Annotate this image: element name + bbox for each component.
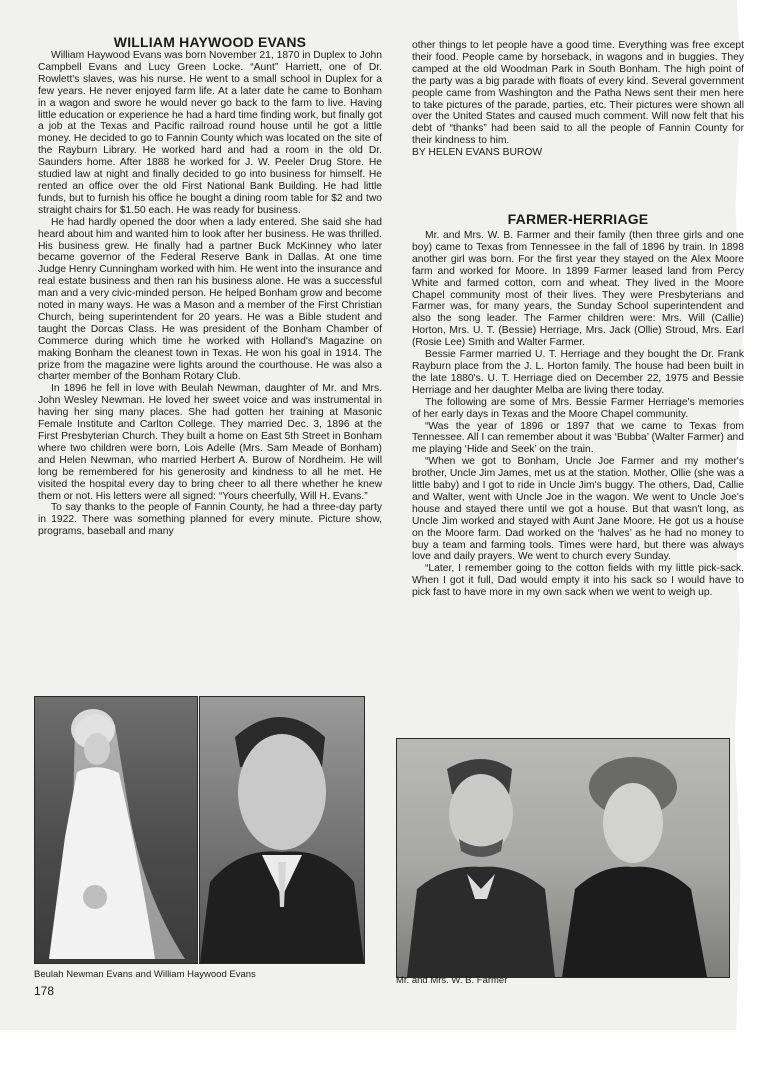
groom-figure-graphic bbox=[200, 697, 364, 963]
evans-paragraph-3: In 1896 he fell in love with Beulah Newman, daughter of Mr. and Mrs. John Wesley Newman. He loved her sweet voice and was instrumental in having her sing many places. She had gotten her training at Masonic Female Institute and Carlton College. They married Dec. 3, 1896 at the First Presbyterian Church. They built a home on East 5th Street in Bonham where two children were born, Lois Adelle (Mrs. Sam Meade of Bonham) and Helen Newman, who married Herbert A. Burow of Nordheim. He will long be remembered for his generosity and kindness to all he met. He visited the hospital every day to bring cheer to all there whether he knew them or not. His letters were all signed: “Yours cheerfully, Will H. Evans.” bbox=[38, 383, 382, 502]
article-title-farmer: FARMER-HERRIAGE bbox=[507, 211, 649, 227]
evans-paragraph-4: To say thanks to the people of Fannin County, he had a three-day party in 1922. There was something planned for every minute. Picture show, programs, baseball and many bbox=[38, 502, 382, 538]
evans-continuation-paragraph: other things to let people have a good time. Everything was free except their food. People came by horseback, in wagons and in buggies. They camped at the old Woodman Park in South Bonham. The high point of the party was a big parade with floats of every kind. Several government people came from Washington and the Patha News sent their men here to take pictures of the parade, parties, etc. Their pictures were shown all over the United States and caused much comment. Will now felt that his debt of “thanks” had been said to all the people of Fannin County for their kindness to him. bbox=[412, 40, 744, 147]
farmer-paragraph-6: “Later, I remember going to the cotton fields with my little pick-sack. When I got it full, Dad would empty it into his sack so I would have to pick fast to have more in my own sack when we went to weigh up. bbox=[412, 563, 744, 599]
farmer-paragraph-2: Bessie Farmer married U. T. Herriage and they bought the Dr. Frank Rayburn place from the J. L. Horton family. The house had been built in the late 1880's. U. T. Herriage died on December 22, 1975 and Bessie Herriage and her daughter Melba are living there today. bbox=[412, 349, 744, 396]
farmer-paragraph-5: “When we got to Bonham, Uncle Joe Farmer and my mother's brother, Uncle Jim James, met us at the station. Mother, Ollie (she was a little baby) and I got to ride in Uncle Jim's buggy. The others, Dad, Callie and Walter, went with Uncle Joe in the wagon. We went to Uncle Joe's house and stayed there until we got a house. But that wasn't long, as Uncle Jim worked and stayed with Aunt Jane Moore. He got us a house on the Moore farm. Dad worked on the ‘halves’ as he had no money to buy a team and farming tools. Times were hard, but there was always love and daily prayers. We went to church every Sunday. bbox=[412, 456, 744, 563]
caption-evans-photos: Beulah Newman Evans and William Haywood Evans bbox=[34, 969, 256, 980]
photo-beulah-newman-evans bbox=[34, 696, 198, 964]
farmer-paragraph-3: The following are some of Mrs. Bessie Farmer Herriage's memories of her early days in Texas and the Moore Chapel community. bbox=[412, 396, 744, 420]
evans-article-body bbox=[38, 50, 382, 682]
page-number: 178 bbox=[34, 984, 55, 998]
farmer-paragraph-4: “Was the year of 1896 or 1897 that we came to Texas from Tennessee. All I can remember about it was ‘Bubba’ (Walter Farmer) and me playing ‘Hide and Seek’ on the train. bbox=[412, 420, 744, 456]
photo-mr-and-mrs-wb-farmer bbox=[396, 738, 730, 978]
evans-article-continuation bbox=[412, 40, 744, 180]
bride-figure-graphic bbox=[35, 697, 197, 963]
evans-byline: BY HELEN EVANS BUROW bbox=[412, 147, 543, 159]
farmer-couple-graphic bbox=[397, 739, 729, 977]
photo-william-haywood-evans bbox=[199, 696, 365, 964]
evans-paragraph-2: He had hardly opened the door when a lady entered. She said she had heard about him and wanted him to look after her business. He was thrilled. His business grew. He finally had a partner Buck McKinney who later became governor of the Federal Reserve Bank in Dallas. At one time Judge Henry Cunningham worked with him. He went into the insurance and real estate business and then ran his business alone. He was a successful man and a very civic-minded person. He helped Bonham grow and become noted in many ways. He was a Mason and a member of the First Christian Church, being superintendent for 20 years. He was a Bible student and taught the Dorcas Class. He was president of the Bonham Chamber of Commerce during which time he worked with Holland's Magazine on making Bonham the cleanest town in Texas. He won his goal in 1914. The prize from the magazine were lights around the courthouse. He was also a charter member of the Bonham Rotary Club. bbox=[38, 216, 382, 383]
caption-farmer-photo: Mr. and Mrs. W. B. Farmer bbox=[396, 975, 508, 986]
evans-paragraph-1: William Haywood Evans was born November 21, 1870 in Duplex to John Campbell Evans and Lucy Green Locke. “Aunt” Harriett, one of Dr. Rowlett's slaves, was his nurse. He went to a small school in Duplex for a few years. He never enjoyed farm life. At a later date he came to Bonham in a wagon and swore he would never go back to the farm to live. Having little education or experience he had a hard time finding work, but finally got a job at the Texas and Pacific railroad round house until he got a little money. He decided to go to Fannin County which was located on the site of the Rayburn Library. He worked hard and had a room in the old Dr. Saunders home. After 1888 he worked for J. W. Peeler Drug Store. He studied law at night and finally decided to go into business for himself. He rented an office over the old First National Bank Building. He had little funds, but to furnish his office he bought a dining room table for $2 and two straight chairs for $1.50 each. He was ready for business. bbox=[38, 50, 382, 216]
article-title-evans: WILLIAM HAYWOOD EVANS bbox=[113, 34, 307, 50]
farmer-paragraph-1: Mr. and Mrs. W. B. Farmer and their family (then three girls and one boy) came to Texas from Tennessee in the fall of 1896 by train. In 1898 another girl was born. For the first year they stayed on the Alex Moore farm and worked for Moore. In 1899 Farmer leased land from Percy White and farmed cotton, corn and wheat. They lived in the Moore Chapel community most of their lives. They were Presbyterians and Farmer was, for many years, the Sunday School superintendent and also the song leader. The Farmer children were: Mrs. Will (Callie) Horton, Mrs. U. T. (Bessie) Herriage, Mrs. Jack (Ollie) Stroud, Mrs. Earl (Rosie Lee) Smith and Walter Farmer. bbox=[412, 230, 744, 349]
farmer-article-body bbox=[412, 230, 744, 710]
